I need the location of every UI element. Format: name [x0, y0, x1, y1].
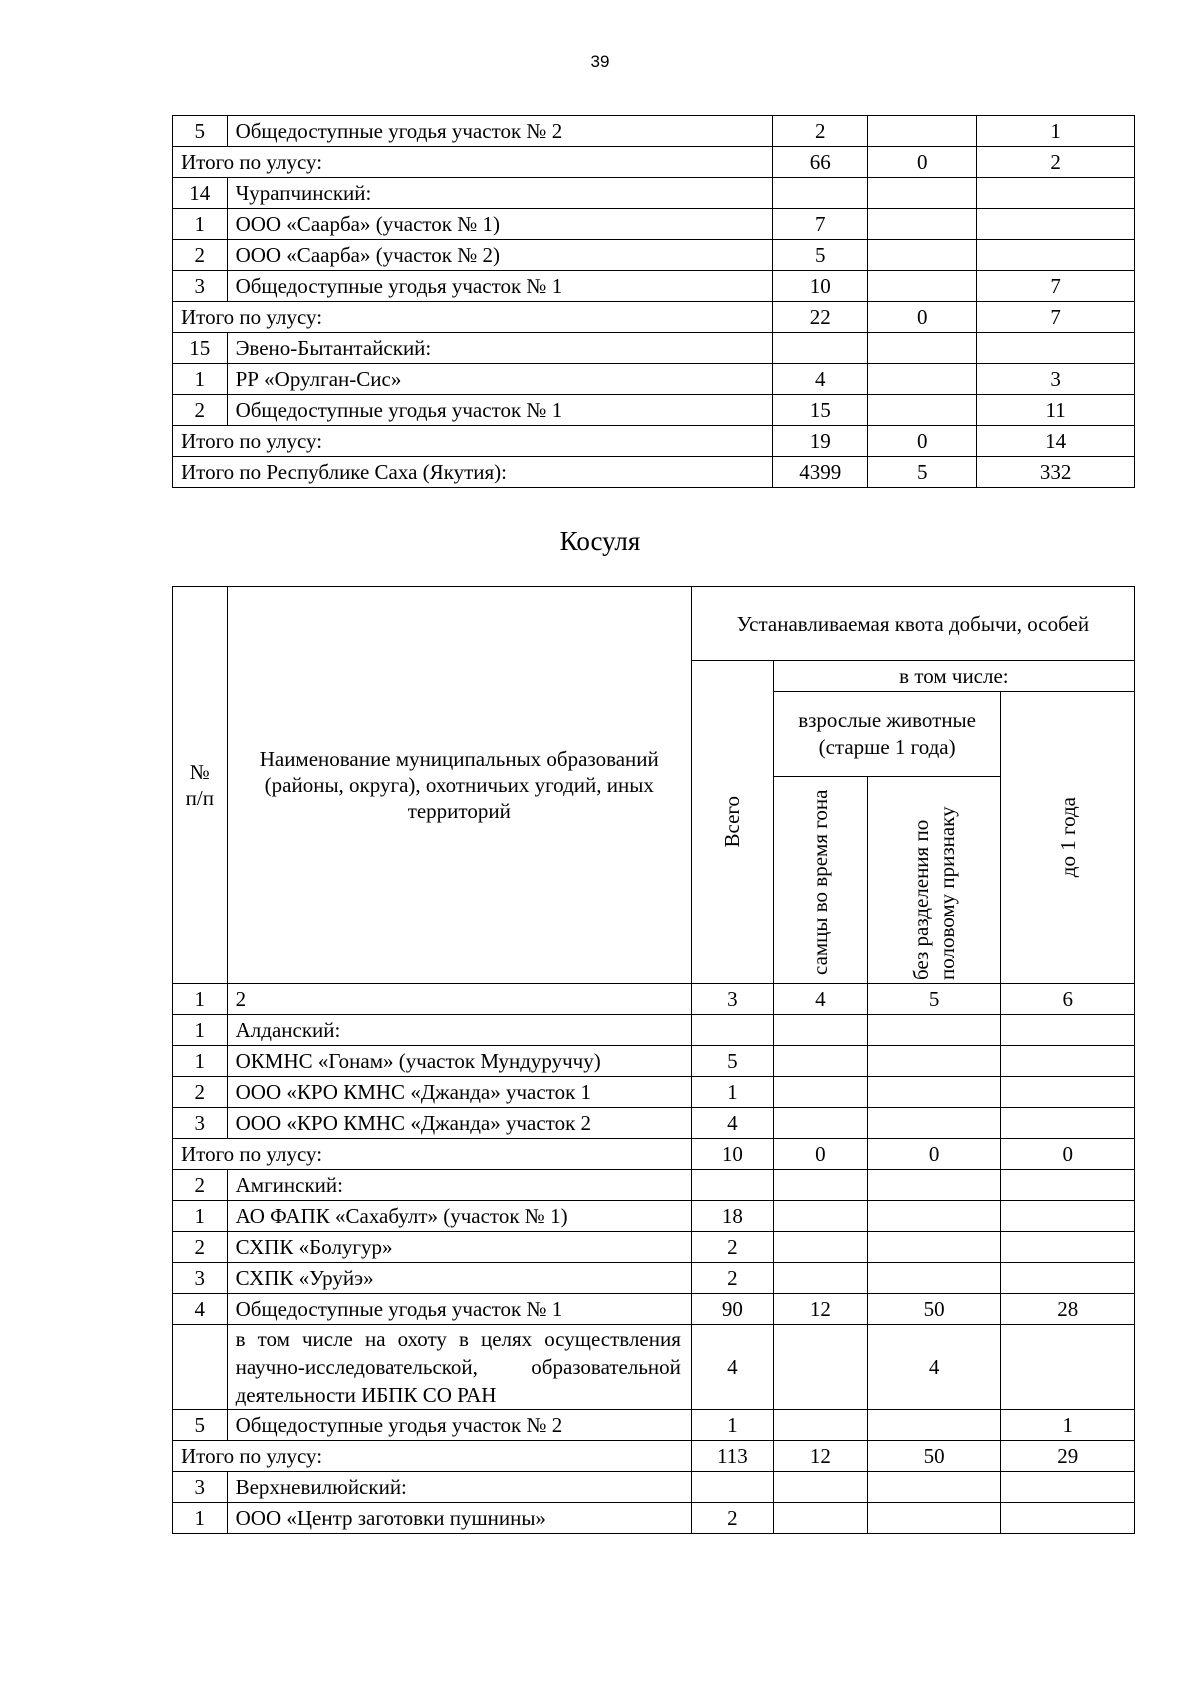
- quota-cell: [773, 178, 868, 209]
- quota-cell: [1001, 1077, 1135, 1108]
- quota-cell: 22: [773, 302, 868, 333]
- quota-cell: 4: [691, 1325, 773, 1410]
- quota-cell: 0: [868, 147, 977, 178]
- row-number: 1: [173, 1503, 228, 1534]
- quota-cell: 90: [691, 1294, 773, 1325]
- header-quota: Устанавливаемая квота добычи, особей: [691, 587, 1134, 661]
- quota-cell: 7: [977, 271, 1135, 302]
- section-title: Косуля: [559, 526, 641, 556]
- quota-cell: [1001, 1108, 1135, 1139]
- table-row: [173, 147, 1135, 178]
- quota-cell: [773, 1015, 867, 1046]
- header-name: Наименование муниципальных образований (районы, округа), охотничьих угодий, иных территорий: [227, 587, 691, 984]
- row-name: Общедоступные угодья участок № 1: [227, 1294, 691, 1325]
- quota-cell: 4399: [773, 457, 868, 488]
- quota-cell: 1: [1001, 1410, 1135, 1441]
- quota-cell: [977, 209, 1135, 240]
- header-total: Всего: [691, 661, 773, 984]
- quota-cell: [868, 240, 977, 271]
- table-row: [173, 333, 1135, 364]
- quota-cell: [867, 1077, 1001, 1108]
- quota-cell: [1001, 1503, 1135, 1534]
- row-name: СХПК «Болугур»: [227, 1232, 691, 1263]
- total-label: Итого по Республике Саха (Якутия):: [173, 457, 773, 488]
- row-name: ОКМНС «Гонам» (участок Мундуруччу): [227, 1046, 691, 1077]
- quota-cell: [773, 1410, 867, 1441]
- row-number: 3: [173, 271, 228, 302]
- table-row: [173, 1263, 1135, 1294]
- row-number: [173, 1325, 228, 1410]
- quota-cell: 0: [1001, 1139, 1135, 1170]
- table-row: [173, 426, 1135, 457]
- row-number: 5: [173, 116, 228, 147]
- quota-cell: [1001, 1472, 1135, 1503]
- quota-cell: [773, 333, 868, 364]
- header-num: № п/п: [173, 587, 228, 984]
- row-number: 1: [173, 1015, 228, 1046]
- quota-cell: [868, 364, 977, 395]
- colnum-4: 4: [773, 984, 867, 1015]
- row-name: ООО «Центр заготовки пушнины»: [227, 1503, 691, 1534]
- quota-cell: [773, 1232, 867, 1263]
- row-number: 3: [173, 1263, 228, 1294]
- quota-cell: 12: [773, 1294, 867, 1325]
- quota-cell: 7: [977, 302, 1135, 333]
- quota-cell: [773, 1472, 867, 1503]
- quota-cell: 1: [691, 1410, 773, 1441]
- quota-cell: 0: [868, 302, 977, 333]
- row-name: СХПК «Уруйэ»: [227, 1263, 691, 1294]
- quota-cell: [773, 1108, 867, 1139]
- quota-cell: 4: [867, 1325, 1001, 1410]
- quota-cell: [773, 1201, 867, 1232]
- table-row: [173, 1294, 1135, 1325]
- quota-cell: 0: [867, 1139, 1001, 1170]
- row-number: 2: [173, 395, 228, 426]
- quota-cell: [691, 1170, 773, 1201]
- quota-cell: 0: [868, 426, 977, 457]
- quota-cell: 2: [691, 1503, 773, 1534]
- quota-cell: [977, 240, 1135, 271]
- table-row: [173, 1325, 1135, 1410]
- total-label: Итого по улусу:: [173, 147, 773, 178]
- quota-cell: 4: [773, 364, 868, 395]
- quota-cell: 5: [773, 240, 868, 271]
- row-name: Алданский:: [227, 1015, 691, 1046]
- quota-cell: [868, 116, 977, 147]
- quota-cell: 5: [868, 457, 977, 488]
- row-number: 2: [173, 1170, 228, 1201]
- quota-cell: [1001, 1325, 1135, 1410]
- row-number: 1: [173, 1046, 228, 1077]
- quota-cell: 50: [867, 1441, 1001, 1472]
- table-row: [173, 1139, 1135, 1170]
- quota-cell: [867, 1472, 1001, 1503]
- row-name: Общедоступные угодья участок № 1: [227, 271, 773, 302]
- quota-cell: 18: [691, 1201, 773, 1232]
- quota-cell: 15: [773, 395, 868, 426]
- header-males: самцы во время гона: [773, 777, 867, 984]
- row-name: Верхневилюйский:: [227, 1472, 691, 1503]
- table-continued: [172, 115, 1135, 488]
- row-name: РР «Орулган-Сис»: [227, 364, 773, 395]
- quota-cell: 2: [691, 1263, 773, 1294]
- row-name: Чурапчинский:: [227, 178, 773, 209]
- table-row: [173, 1503, 1135, 1534]
- total-label: Итого по улусу:: [173, 1139, 692, 1170]
- row-name: Общедоступные угодья участок № 2: [227, 1410, 691, 1441]
- quota-cell: [1001, 1170, 1135, 1201]
- quota-cell: [868, 271, 977, 302]
- table-row: [173, 395, 1135, 426]
- page-number: 39: [590, 52, 610, 71]
- quota-cell: [867, 1410, 1001, 1441]
- row-number: 4: [173, 1294, 228, 1325]
- table-row: [173, 240, 1135, 271]
- quota-cell: 14: [977, 426, 1135, 457]
- quota-cell: 10: [773, 271, 868, 302]
- quota-cell: 19: [773, 426, 868, 457]
- colnum-6: 6: [1001, 984, 1135, 1015]
- quota-cell: [867, 1232, 1001, 1263]
- quota-cell: 12: [773, 1441, 867, 1472]
- table-row: [173, 1232, 1135, 1263]
- quota-cell: 28: [1001, 1294, 1135, 1325]
- row-name: ООО «Саарба» (участок № 1): [227, 209, 773, 240]
- header-young: до 1 года: [1001, 692, 1135, 984]
- quota-cell: 66: [773, 147, 868, 178]
- header-nosex: без разделения по половому признаку: [867, 777, 1001, 984]
- quota-cell: 0: [773, 1139, 867, 1170]
- table-row: [173, 1046, 1135, 1077]
- quota-cell: 7: [773, 209, 868, 240]
- total-label: Итого по улусу:: [173, 1441, 692, 1472]
- row-number: 1: [173, 1201, 228, 1232]
- table-row: [173, 1472, 1135, 1503]
- colnum-2: 2: [227, 984, 691, 1015]
- quota-cell: 50: [867, 1294, 1001, 1325]
- quota-cell: [867, 1170, 1001, 1201]
- row-number: 3: [173, 1108, 228, 1139]
- quota-cell: [977, 333, 1135, 364]
- quota-cell: [867, 1108, 1001, 1139]
- quota-cell: [1001, 1201, 1135, 1232]
- quota-cell: [773, 1077, 867, 1108]
- row-number: 2: [173, 240, 228, 271]
- row-name: АО ФАПК «Сахабулт» (участок № 1): [227, 1201, 691, 1232]
- row-name: Общедоступные угодья участок № 2: [227, 116, 773, 147]
- header-including: в том числе:: [773, 661, 1134, 692]
- row-name: ООО «Саарба» (участок № 2): [227, 240, 773, 271]
- table-row: [173, 1410, 1135, 1441]
- quota-cell: [868, 178, 977, 209]
- quota-cell: 1: [977, 116, 1135, 147]
- row-number: 2: [173, 1077, 228, 1108]
- quota-cell: [868, 209, 977, 240]
- quota-cell: [691, 1015, 773, 1046]
- row-number: 2: [173, 1232, 228, 1263]
- colnum-3: 3: [691, 984, 773, 1015]
- quota-cell: [867, 1015, 1001, 1046]
- quota-cell: [1001, 1263, 1135, 1294]
- row-number: 1: [173, 364, 228, 395]
- row-name: Общедоступные угодья участок № 1: [227, 395, 773, 426]
- quota-cell: [691, 1472, 773, 1503]
- quota-cell: [867, 1201, 1001, 1232]
- row-name: ООО «КРО КМНС «Джанда» участок 1: [227, 1077, 691, 1108]
- quota-cell: 10: [691, 1139, 773, 1170]
- colnum-1: 1: [173, 984, 228, 1015]
- quota-cell: [868, 333, 977, 364]
- row-number: 15: [173, 333, 228, 364]
- quota-cell: [773, 1503, 867, 1534]
- quota-cell: [773, 1263, 867, 1294]
- quota-cell: [867, 1503, 1001, 1534]
- table-row: [173, 209, 1135, 240]
- table-row: [173, 1015, 1135, 1046]
- table-row: [173, 271, 1135, 302]
- table-row: [173, 1170, 1135, 1201]
- table-row: [173, 178, 1135, 209]
- quota-cell: 4: [691, 1108, 773, 1139]
- colnum-5: 5: [867, 984, 1001, 1015]
- table-row: [173, 1441, 1135, 1472]
- quota-cell: [773, 1170, 867, 1201]
- table-row: [173, 457, 1135, 488]
- row-number: 14: [173, 178, 228, 209]
- quota-cell: [1001, 1046, 1135, 1077]
- header-adults: взрослые животные (старше 1 года): [773, 692, 1001, 777]
- quota-cell: [1001, 1232, 1135, 1263]
- quota-cell: 2: [977, 147, 1135, 178]
- quota-cell: 1: [691, 1077, 773, 1108]
- quota-cell: [867, 1263, 1001, 1294]
- quota-cell: 2: [691, 1232, 773, 1263]
- row-number: 1: [173, 209, 228, 240]
- row-name: в том числе на охоту в целях осуществления научно-исследовательской, образовательной деятельности ИБПК СО РАН: [227, 1325, 691, 1410]
- row-number: 3: [173, 1472, 228, 1503]
- row-number: 5: [173, 1410, 228, 1441]
- table-row: [173, 116, 1135, 147]
- total-label: Итого по улусу:: [173, 426, 773, 457]
- quota-cell: [773, 1325, 867, 1410]
- table-row: [173, 1077, 1135, 1108]
- quota-cell: [1001, 1015, 1135, 1046]
- total-label: Итого по улусу:: [173, 302, 773, 333]
- row-name: Эвено-Бытантайский:: [227, 333, 773, 364]
- quota-cell: 3: [977, 364, 1135, 395]
- quota-cell: [867, 1046, 1001, 1077]
- row-name: Амгинский:: [227, 1170, 691, 1201]
- quota-cell: [868, 395, 977, 426]
- quota-cell: [977, 178, 1135, 209]
- quota-cell: 332: [977, 457, 1135, 488]
- quota-cell: 2: [773, 116, 868, 147]
- quota-cell: 29: [1001, 1441, 1135, 1472]
- quota-cell: 5: [691, 1046, 773, 1077]
- table-row: [173, 1108, 1135, 1139]
- quota-cell: 113: [691, 1441, 773, 1472]
- row-name: ООО «КРО КМНС «Джанда» участок 2: [227, 1108, 691, 1139]
- table-row: [173, 1201, 1135, 1232]
- quota-cell: [773, 1046, 867, 1077]
- quota-cell: 11: [977, 395, 1135, 426]
- table-roe-deer: [172, 586, 1135, 1534]
- table-row: [173, 302, 1135, 333]
- table-row: [173, 364, 1135, 395]
